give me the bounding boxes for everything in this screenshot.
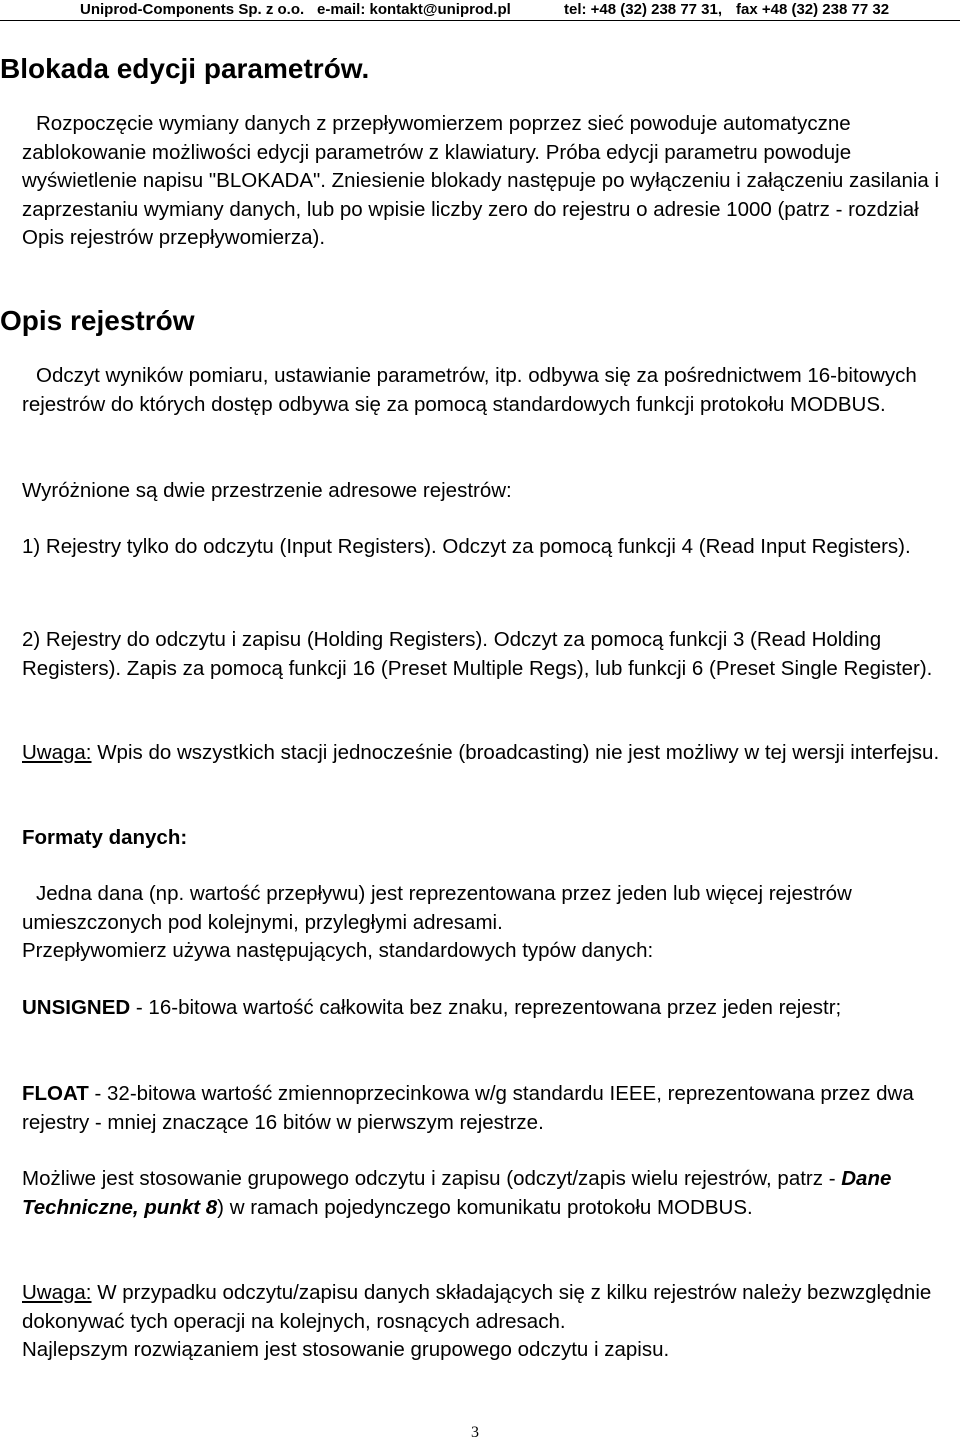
paragraph-data-format: Jedna dana (np. wartość przepływu) jest reprezentowana przez jeden lub więcej rejestrów umieszczonych pod kolejnymi, przyległymi adresami. Przepływomierz używa następujących, standardowych typów danych:: [22, 882, 852, 962]
note-broadcasting: Uwaga: Wpis do wszystkich stacji jednocześnie (broadcasting) nie jest możliwy w tej wersji interfejsu.: [22, 741, 940, 764]
note-label: Uwaga:: [22, 1281, 92, 1304]
header-fax: fax +48 (32) 238 77 32: [736, 1, 890, 18]
paragraph-registers-intro: Odczyt wyników pomiaru, ustawianie parametrów, itp. odbywa się za pośrednictwem 16-bitowych rejestrów do których dostęp odbywa się za pomocą standardowych funkcji protokołu MODBUS.: [22, 364, 917, 416]
note-register-order: Uwaga: W przypadku odczytu/zapisu danych składających się z kilku rejestrów należy bezwzględnie dokonywać tych operacji na kolejnych, rosnących adresach. Najlepszym rozwiązaniem jest stosowanie grupowego odczytu i zapisu.: [22, 1281, 932, 1361]
definition-unsigned: UNSIGNED - 16-bitowa wartość całkowita bez znaku, reprezentowana przez jeden rejestr;: [22, 996, 842, 1019]
section-title-data-formats: Formaty danych:: [22, 826, 188, 849]
list-item-input-registers: 1) Rejestry tylko do odczytu (Input Registers). Odczyt za pomocą funkcji 4 (Read Input Registers).: [22, 535, 911, 558]
list-item-holding-registers: 2) Rejestry do odczytu i zapisu (Holding Registers). Odczyt za pomocą funkcji 3 (Read Holding Registers). Zapis za pomocą funkcji 16 (Preset Multiple Regs), lub funkcji 6 (Preset Single Register).: [22, 628, 933, 680]
header-company: Uniprod-Components Sp. z o.o.: [80, 1, 305, 18]
section-title-lock: Blokada edycji parametrów.: [0, 53, 370, 84]
section-title-registers: Opis rejestrów: [0, 305, 195, 336]
page-number: 3: [471, 1424, 479, 1441]
term-unsigned: UNSIGNED: [22, 996, 131, 1019]
definition-float: FLOAT - 32-bitowa wartość zmiennoprzecinkowa w/g standardu IEEE, reprezentowana przez dwa rejestry - mniej znaczące 16 bitów w pierwszym rejestrze.: [22, 1082, 914, 1134]
header-email: e-mail: kontakt@uniprod.pl: [317, 1, 511, 18]
note-label: Uwaga:: [22, 741, 92, 764]
paragraph-lock: Rozpoczęcie wymiany danych z przepływomierzem poprzez sieć powoduje automatyczne zablokowanie możliwości edycji parametrów z klawiatury. Próba edycji parametru powoduje wyświetlenie napisu "BLOKADA". Zniesienie blokady następuje po wyłączeniu i załączeniu zasilania i zaprzestaniu wymiany danych, lub po wpisie liczby zero do rejestru o adresie 1000 (patrz - rozdział Opis rejestrów przepływomierza).: [22, 112, 940, 249]
term-float: FLOAT: [22, 1082, 89, 1105]
paragraph-address-spaces: Wyróżnione są dwie przestrzenie adresowe rejestrów:: [22, 479, 512, 502]
page-header: [0, 0, 960, 21]
paragraph-group-access: Możliwe jest stosowanie grupowego odczytu i zapisu (odczyt/zapis wielu rejestrów, patrz - Dane Techniczne, punkt 8) w ramach pojedynczego komunikatu protokołu MODBUS.: [22, 1167, 892, 1219]
reference-technical-data: Dane Techniczne, punkt 8: [22, 1167, 892, 1219]
header-phone: tel: +48 (32) 238 77 31,: [564, 1, 723, 18]
